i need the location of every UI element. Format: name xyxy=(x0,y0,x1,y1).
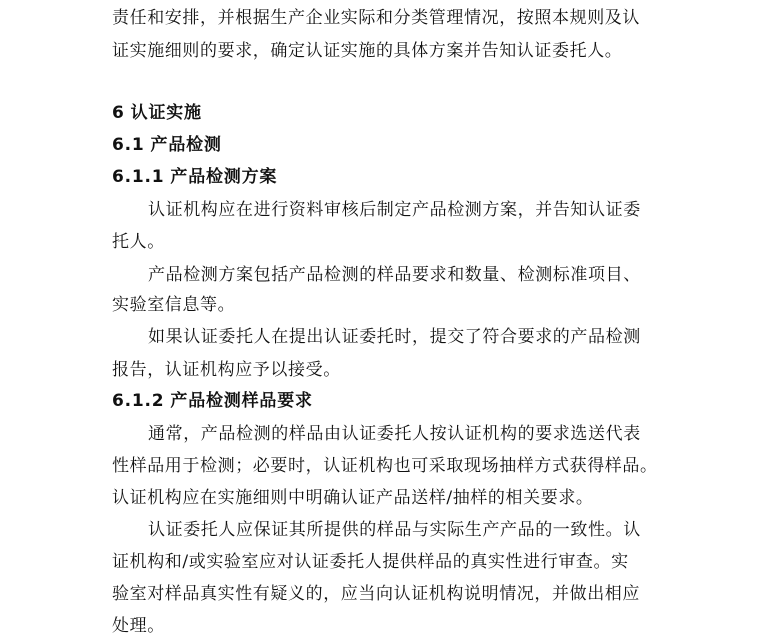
paragraph-line: 性样品用于检测；必要时，认证机构也可采取现场抽样方式获得样品。 xyxy=(112,456,658,476)
intro-line-1: 责任和安排，并根据生产企业实际和分类管理情况，按照本规则及认 xyxy=(112,8,640,28)
paragraph-line: 报告，认证机构应予以接受。 xyxy=(112,360,341,380)
section-number: 6 xyxy=(112,103,125,123)
paragraph-line: 通常，产品检测的样品由认证委托人按认证机构的要求选送代表 xyxy=(148,424,641,444)
section-title: 产品检测方案 xyxy=(170,167,278,187)
section-number: 6.1.1 xyxy=(112,167,165,187)
section-title: 产品检测 xyxy=(150,135,222,155)
paragraph-line: 托人。 xyxy=(112,232,165,252)
section-number: 6.1 xyxy=(112,135,145,155)
paragraph-line: 认证机构应在实施细则中明确认证产品送样/抽样的相关要求。 xyxy=(112,488,594,508)
paragraph-line: 实验室信息等。 xyxy=(112,295,236,315)
section-title: 认证实施 xyxy=(130,103,202,123)
section-number: 6.1.2 xyxy=(112,391,165,411)
section-6-heading xyxy=(112,102,202,124)
paragraph-line: 如果认证委托人在提出认证委托时，提交了符合要求的产品检测 xyxy=(148,327,641,347)
paragraph-line: 处理。 xyxy=(112,616,165,636)
section-6-1-2-heading xyxy=(112,390,313,412)
section-title: 产品检测样品要求 xyxy=(170,391,313,411)
paragraph-line: 验室对样品真实性有疑义的，应当向认证机构说明情况，并做出相应 xyxy=(112,584,640,604)
section-6-1-heading xyxy=(112,134,222,156)
paragraph-line: 认证机构应在进行资料审核后制定产品检测方案，并告知认证委 xyxy=(148,200,641,220)
paragraph-line: 证机构和/或实验室应对认证委托人提供样品的真实性进行审查。实 xyxy=(112,552,629,572)
intro-line-2: 证实施细则的要求，确定认证实施的具体方案并告知认证委托人。 xyxy=(112,41,623,61)
section-6-1-1-heading xyxy=(112,166,277,188)
paragraph-line: 产品检测方案包括产品检测的样品要求和数量、检测标准项目、 xyxy=(148,265,641,285)
paragraph-line: 认证委托人应保证其所提供的样品与实际生产产品的一致性。认 xyxy=(148,520,641,540)
